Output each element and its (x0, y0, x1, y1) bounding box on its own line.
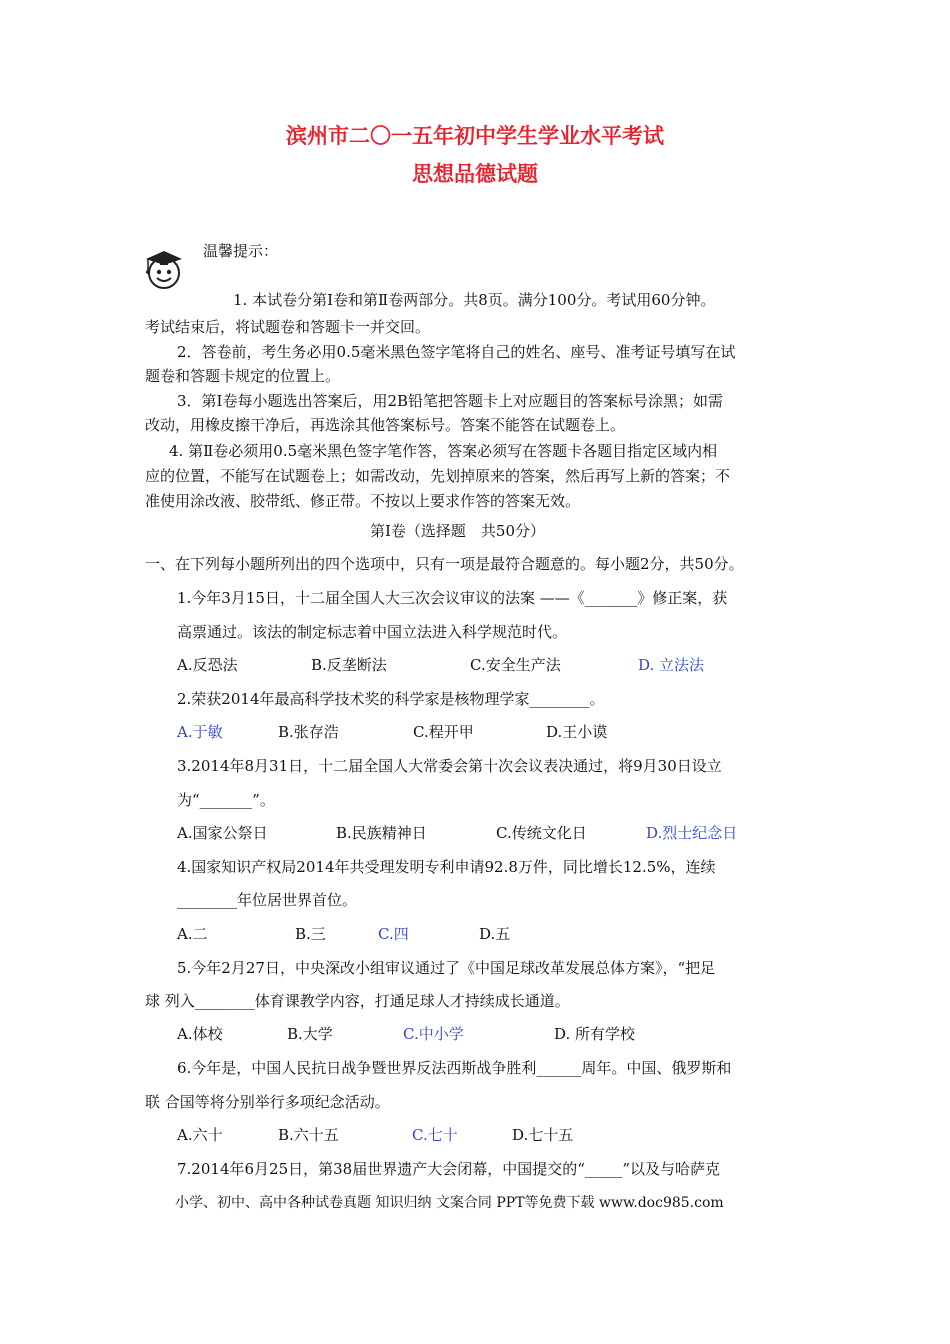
tip-1-line-2: 考试结束后，将试题卷和答题卡一并交回。 (145, 318, 431, 336)
question-3-stem-line-2: 为“_______”。 (177, 791, 275, 809)
question-3-option-a: A.国家公祭日 (177, 824, 268, 842)
tip-2-line-2: 题卷和答题卡规定的位置上。 (145, 367, 341, 385)
question-2-option-d: D.王小谟 (546, 723, 608, 741)
section-instruction: 一、在下列每小题所列出的四个选项中，只有一项是最符合题意的。每小题2分，共50分。 (145, 555, 744, 573)
question-4-option-d: D.五 (479, 925, 511, 943)
question-5-option-a: A.体校 (177, 1025, 223, 1043)
question-6-option-d: D.七十五 (512, 1126, 574, 1144)
question-2-stem-line-1: 2.荣获2014年最高科学技术奖的科学家是核物理学家________。 (177, 690, 605, 708)
tip-3-line-1: 3．第Ⅰ卷每小题选出答案后，用2B铅笔把答题卡上对应题目的答案标号涂黑；如需 (177, 392, 724, 410)
question-2-option-b: B.张存浩 (278, 723, 339, 741)
question-5-option-d: D. 所有学校 (554, 1025, 636, 1043)
question-5-stem-line-1: 5.今年2月27日，中央深改小组审议通过了《中国足球改革发展总体方案》，“把足 (177, 959, 716, 977)
question-3-option-d-answer: D.烈士纪念日 (646, 824, 738, 842)
question-2-option-c: C.程开甲 (413, 723, 474, 741)
question-3-option-b: B.民族精神日 (336, 824, 427, 842)
exam-title: 滨州市二〇一五年初中学生学业水平考试 (286, 123, 664, 148)
tip-4-line-2: 应的位置，不能写在试题卷上；如需改动，先划掉原来的答案，然后再写上新的答案；不 (145, 467, 731, 485)
tip-1-line-1: 1. 本试卷分第Ⅰ卷和第Ⅱ卷两部分。共8页。满分100分。考试用60分钟。 (233, 291, 716, 309)
section-title: 第Ⅰ卷（选择题 共50分） (370, 522, 546, 540)
question-1-option-b: B.反垄断法 (311, 656, 387, 674)
question-4-option-b: B.三 (295, 925, 326, 943)
question-1-option-c: C.安全生产法 (470, 656, 561, 674)
tip-4-line-1: 4. 第Ⅱ卷必须用0.5毫米黑色签字笔作答，答案必须写在答题卡各题目指定区域内相 (169, 442, 718, 460)
question-4-stem-line-2: ________年位居世界首位。 (177, 891, 358, 909)
question-1-stem-line-1: 1.今年3月15日，十二届全国人大三次会议审议的法案 ——《_______》修正案，获 (177, 589, 728, 607)
tips-heading: 温馨提示： (203, 242, 279, 260)
question-6-stem-line-2: 联 合国等将分别举行多项纪念活动。 (145, 1093, 390, 1111)
question-5-option-c-answer: C.中小学 (403, 1025, 464, 1043)
question-1-option-d-answer: D. 立法法 (638, 656, 705, 674)
page-footer[interactable]: 小学、初中、高中各种试卷真题 知识归纳 文案合同 PPT等免费下载 www.doc985.com (175, 1195, 724, 1211)
question-6-stem-line-1: 6.今年是，中国人民抗日战争暨世界反法西斯战争胜利______周年。中国、俄罗斯和 (177, 1059, 732, 1077)
question-7-stem-line-1: 7.2014年6月25日，第38届世界遗产大会闭幕，中国提交的“_____”以及与哈萨克 (177, 1160, 721, 1178)
question-1-option-a: A.反恐法 (177, 656, 238, 674)
question-6-option-b: B.六十五 (278, 1126, 339, 1144)
question-5-option-b: B.大学 (287, 1025, 333, 1043)
exam-subtitle: 思想品德试题 (412, 161, 538, 186)
smiley-graduate-icon (140, 245, 188, 293)
question-2-option-a-answer: A.于敏 (177, 723, 223, 741)
question-3-option-c: C.传统文化日 (496, 824, 587, 842)
tip-3-line-2: 改动，用橡皮擦干净后，再选涂其他答案标号。答案不能答在试题卷上。 (145, 416, 626, 434)
tip-4-line-3: 准使用涂改液、胶带纸、修正带。不按以上要求作答的答案无效。 (145, 492, 581, 510)
question-4-option-a: A.二 (177, 925, 208, 943)
tip-2-line-1: 2．答卷前，考生务必用0.5毫米黑色签字笔将自己的姓名、座号、准考证号填写在试 (177, 343, 736, 361)
question-5-stem-line-2: 球 列入________体育课教学内容，打通足球人才持续成长通道。 (145, 992, 570, 1010)
question-4-option-c-answer: C.四 (378, 925, 409, 943)
question-1-stem-line-2: 高票通过。该法的制定标志着中国立法进入科学规范时代。 (177, 623, 568, 641)
question-4-stem-line-1: 4.国家知识产权局2014年共受理发明专利申请92.8万件，同比增长12.5%，连续 (177, 858, 716, 876)
question-6-option-a: A.六十 (177, 1126, 223, 1144)
question-6-option-c-answer: C.七十 (412, 1126, 458, 1144)
question-3-stem-line-1: 3.2014年8月31日，十二届全国人大常委会第十次会议表决通过，将9月30日设立 (177, 757, 722, 775)
